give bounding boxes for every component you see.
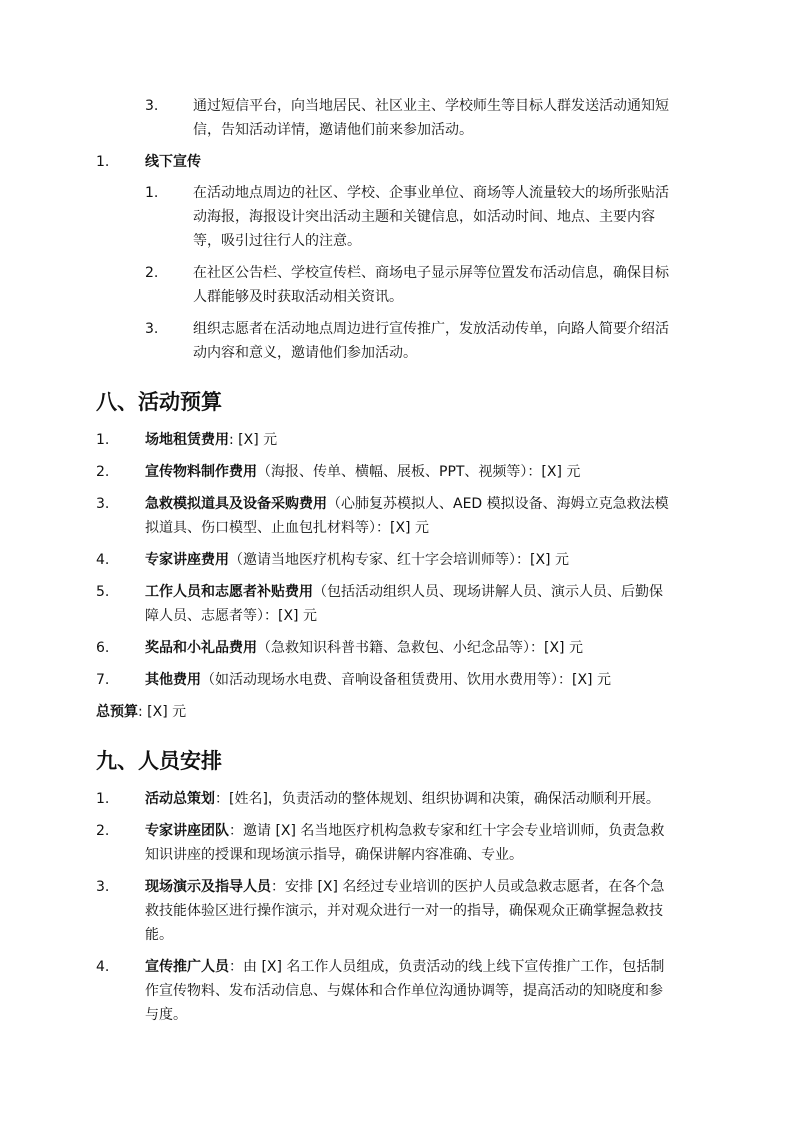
budget-item: 专家讲座费用（邀请当地医疗机构专家、红十字会培训师等）：[X] 元 — [145, 552, 569, 568]
budget-item: 急救模拟道具及设备采购费用（心肺复苏模拟人、AED 模拟设备、海姆立克急救法模 拟道具、伤口模型、止血包扎材料等）：[X] 元 — [145, 496, 669, 536]
list-number: 7. — [96, 672, 110, 688]
list-number: 1. — [145, 185, 159, 201]
list-number: 2. — [145, 265, 159, 281]
list-number: 3. — [96, 496, 110, 512]
section-subtitle: 线下宣传 — [145, 154, 201, 170]
section-heading-budget: 八、活动预算 — [96, 390, 222, 414]
list-number: 5. — [96, 584, 110, 600]
list-number: 3. — [145, 98, 159, 114]
list-number: 4. — [96, 959, 110, 975]
list-number: 2. — [96, 464, 110, 480]
list-item-text: 在活动地点周边的社区、学校、企事业单位、商场等人流量较大的场所张贴活 动海报，海报设计突出活动主题和关键信息，如活动时间、地点、主要内容 等，吸引过往行人的注意。 — [193, 185, 669, 249]
budget-total: 总预算: [X] 元 — [96, 704, 187, 720]
budget-item: 奖品和小礼品费用（急救知识科普书籍、急救包、小纪念品等）：[X] 元 — [145, 640, 583, 656]
list-item-text: 通过短信平台，向当地居民、社区业主、学校师生等目标人群发送活动通知短 信，告知活动详情，邀请他们前来参加活动。 — [193, 98, 669, 138]
staff-item: 活动总策划：[姓名]，负责活动的整体规划、组织协调和决策，确保活动顺利开展。 — [145, 791, 660, 807]
list-number: 1. — [96, 154, 110, 170]
list-number: 3. — [145, 321, 159, 337]
list-number: 3. — [96, 879, 110, 895]
budget-item: 其他费用（如活动现场水电费、音响设备租赁费用、饮用水费用等）：[X] 元 — [145, 672, 611, 688]
budget-item: 工作人员和志愿者补贴费用（包括活动组织人员、现场讲解人员、演示人员、后勤保 障人员、志愿者等）：[X] 元 — [145, 584, 663, 624]
list-number: 1. — [96, 791, 110, 807]
section-heading-staff: 九、人员安排 — [96, 749, 222, 773]
staff-item: 现场演示及指导人员：安排 [X] 名经过专业培训的医护人员或急救志愿者，在各个急 救技能体验区进行操作演示，并对观众进行一对一的指导，确保观众正确掌握急救技 能。 — [145, 879, 665, 943]
list-number: 6. — [96, 640, 110, 656]
list-number: 1. — [96, 432, 110, 448]
budget-item: 宣传物料制作费用（海报、传单、横幅、展板、PPT、视频等）：[X] 元 — [145, 464, 581, 480]
list-number: 4. — [96, 552, 110, 568]
list-item-text: 组织志愿者在活动地点周边进行宣传推广，发放活动传单，向路人简要介绍活 动内容和意义，邀请他们参加活动。 — [193, 321, 669, 361]
staff-item: 专家讲座团队：邀请 [X] 名当地医疗机构急救专家和红十字会专业培训师，负责急救 知识讲座的授课和现场演示指导，确保讲解内容准确、专业。 — [145, 823, 665, 863]
staff-item: 宣传推广人员：由 [X] 名工作人员组成，负责活动的线上线下宣传推广工作，包括制 作宣传物料、发布活动信息、与媒体和合作单位沟通协调等，提高活动的知晓度和参 与度。 — [145, 959, 665, 1023]
list-number: 2. — [96, 823, 110, 839]
budget-item: 场地租赁费用: [X] 元 — [145, 432, 278, 448]
list-item-text: 在社区公告栏、学校宣传栏、商场电子显示屏等位置发布活动信息，确保目标 人群能够及时获取活动相关资讯。 — [193, 265, 669, 305]
